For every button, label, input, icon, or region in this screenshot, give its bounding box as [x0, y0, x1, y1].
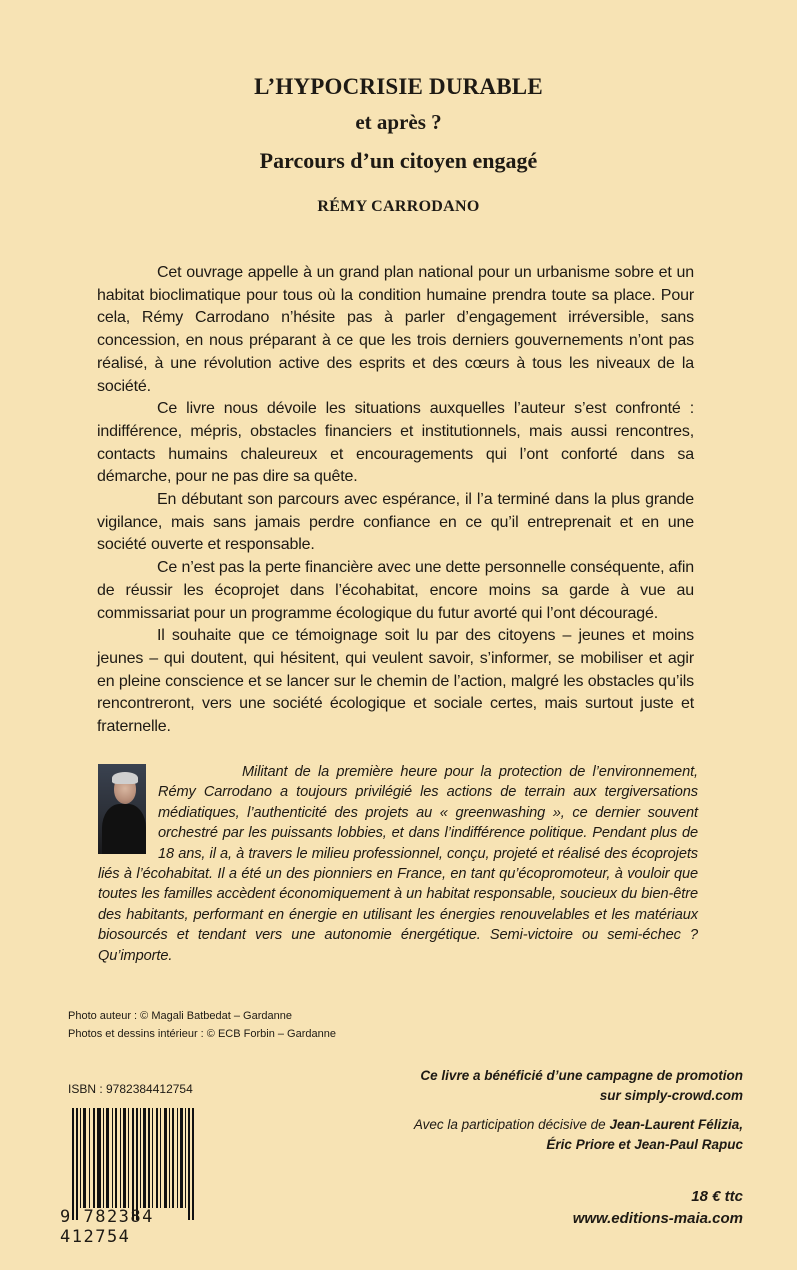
synopsis-paragraph: Ce n’est pas la perte financière avec une dette personnelle conséquente, afin de réussir les écoprojet dans l’écohabitat, encore moins sa garde à vue au commissariat pour un programme écologique du futur avorté qui l’ont découragé.	[97, 559, 694, 622]
photo-credits	[68, 1007, 336, 1043]
barcode-icon	[72, 1108, 202, 1220]
participation-names-1: Jean-Laurent Félizia,	[609, 1117, 743, 1132]
synopsis-paragraph: Il souhaite que ce témoignage soit lu par des citoyens – jeunes et moins jeunes – qui doutent, qui hésitent, qui veulent savoir, s’informer, se mobiliser et agir en pleine conscience et se lancer sur le chemin de l’action, malgré les obstacles qu’ils rencontreront, vers une société écologique et sociale certes, mais surtout juste et fraternelle.	[97, 627, 694, 736]
synopsis-paragraph: Ce livre nous dévoile les situations auxquelles l’auteur s’est confronté : indifférence, mépris, obstacles financiers et institutionnels, mais aussi rencontres, contacts humains chaleureux et encouragements qui l’ont conforté dans sa démarche, pour ne pas dire sa quête.	[97, 400, 694, 486]
author-bio	[98, 762, 698, 966]
participation-prefix: Avec la participation décisive de	[413, 1117, 610, 1132]
isbn-label: ISBN : 9782384412754	[68, 1082, 193, 1096]
author-photo	[98, 764, 146, 854]
book-title: L’HYPOCRISIE DURABLE	[254, 74, 543, 99]
synopsis-paragraph: En débutant son parcours avec espérance, il l’a terminé dans la plus grande vigilance, mais sans jamais perdre confiance en ce qu’il entreprenait et en une société ouverte et responsable.	[97, 491, 694, 554]
author-name: RÉMY CARRODANO	[317, 198, 480, 215]
barcode-digits: 9 782384 412754	[60, 1207, 154, 1247]
photo-hair-shape	[112, 772, 138, 784]
credit-interior-photos: Photos et dessins intérieur : © ECB Forbin – Gardanne	[68, 1028, 336, 1040]
promo-line-2: sur simply-crowd.com	[599, 1087, 743, 1103]
synopsis-paragraph: Cet ouvrage appelle à un grand plan national pour un urbanisme sobre et un habitat bioclimatique pour tous où la condition humaine prendra toute sa place. Pour cela, Rémy Carrodano n’hésite pas à parler d’engagement irréversible, sans concession, en nous préparant à ce que les trois derniers gouvernements n’ont pas réalisé, à une révolution active des esprits et des cœurs à tous les niveaux de la société.	[97, 264, 694, 395]
promo-line-1: Ce livre a bénéficié d’une campagne de promotion	[420, 1068, 743, 1083]
participation-line-1	[323, 1115, 743, 1135]
price-block	[573, 1186, 743, 1230]
bio-text: Militant de la première heure pour la protection de l’environnement, Rémy Carrodano a toujours privilégié les actions de terrain aux tergiversations médiatiques, l’authenticité des projets au « greenwashing », ce dernier souvent orchestré par les puissants lobbies, et dans l’indifférence politique. Pendant plus de 18 ans, il a, à travers le milieu professionnel, conçu, projeté et réalisé des écoprojets liés à l’écohabitat. Il a été un des pionniers en France, en tant qu’écopromoteur, à vouloir que toutes les familles accèdent économiquement à un habitat responsable, soucieux du bien-être des habitants, performant en énergie en utilisant les énergies renouvelables et les matériaux biosourcés et tendant vers une autonomie énergétique. Semi-victoire ou semi-échec ? Qu’importe.	[98, 764, 698, 964]
promotion-notice	[323, 1066, 743, 1154]
synopsis	[97, 262, 694, 739]
publisher-website[interactable]: www.editions-maia.com	[572, 1210, 743, 1227]
book-tagline: Parcours d’un citoyen engagé	[259, 148, 538, 173]
price: 18 € ttc	[691, 1188, 743, 1205]
credit-author-photo: Photo auteur : © Magali Batbedat – Gardanne	[68, 1010, 292, 1022]
participation-names-2: Éric Priore et Jean-Paul Rapuc	[546, 1136, 743, 1152]
photo-body-shape	[102, 804, 146, 854]
book-subtitle: et après ?	[355, 110, 442, 134]
barcode	[72, 1108, 202, 1220]
